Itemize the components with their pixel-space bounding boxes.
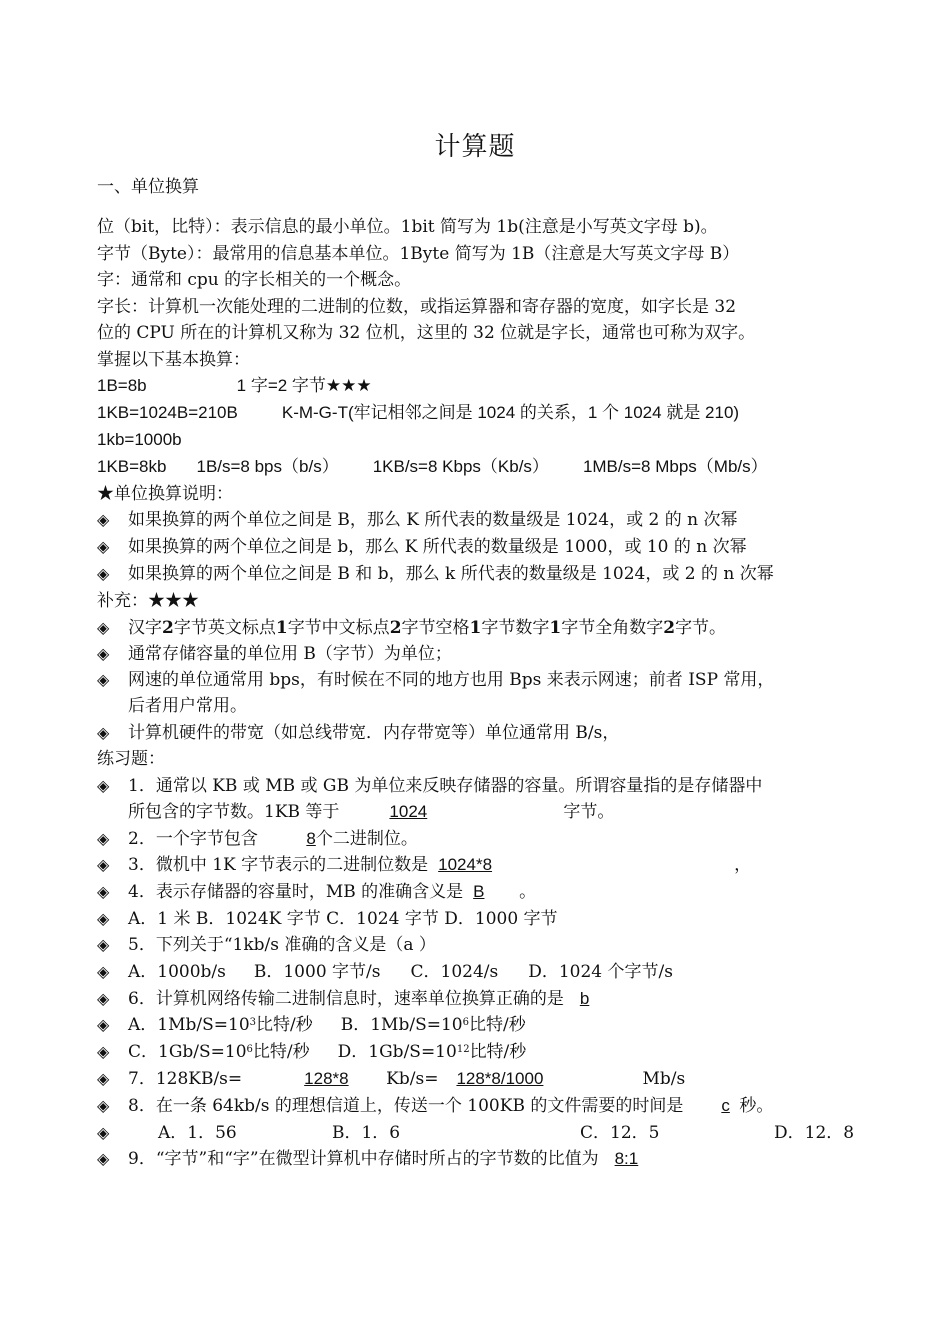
bullet-icon: ◈ — [97, 855, 110, 874]
def-word: 字：通常和 cpu 的字长相关的一个概念。 — [97, 270, 412, 290]
question-9: 9．“字节”和“字”在微型计算机中存储时所占的字节数的比值为 8:1 — [128, 1146, 667, 1172]
bullet-icon: ◈ — [97, 882, 110, 901]
bullet-icon: ◈ — [97, 618, 110, 637]
conv-1b: 1B=8b — [97, 376, 147, 395]
question-6-options-ab: A．$1Mb/S=10^3$比特/秒 B．$1Mb/S=10^6$比特/秒 — [128, 1015, 526, 1035]
question-6: 6．计算机网络传输二进制信息时，速率单位换算正确的是 b — [128, 986, 664, 1012]
def-bit: 位（bit，比特）：表示信息的最小单位。1bit 简写为 1b(注意是小写英文字母 b)。 — [97, 217, 718, 237]
bullet-icon: ◈ — [97, 510, 110, 529]
conv-row-2 — [97, 400, 739, 426]
question-5: 5．下列关于“1kb/s 准确的含义是（a ） — [128, 935, 436, 955]
bullet-icon: ◈ — [97, 564, 110, 583]
question-2: 2．一个字节包含 8个二进制位。 — [128, 826, 418, 852]
answer-1: 1024 — [389, 802, 428, 821]
bullet-icon: ◈ — [97, 1015, 110, 1034]
supp-item-3a: 网速的单位通常用 bps，有时候在不同的地方也用 Bps 来表示网速；前者 ISP 常用， — [128, 670, 775, 690]
bullet-icon: ◈ — [97, 989, 110, 1008]
conv-row-3: 1kb=1000b — [97, 430, 182, 449]
conv-row-1 — [97, 373, 372, 399]
conv-kmgt: K-M-G-T(牢记相邻之间是 1024 的关系，1 个 1024 就是 210) — [281, 403, 740, 422]
question-8: 8．在一条 64kb/s 的理想信道上，传送一个 100KB 的文件需要的时间是 c 秒。 — [128, 1093, 773, 1119]
question-4-options: A．1 米 B．1024K 字节 C．1024 字节 D．1000 字节 — [128, 909, 558, 929]
bullet-icon: ◈ — [97, 1123, 110, 1142]
supp-item-2: 通常存储容量的单位用 B（字节）为单位； — [128, 644, 452, 664]
conv-mbps: 1MB/s=8 Mbps（Mb/s） — [582, 457, 768, 476]
bullet-icon: ◈ — [97, 776, 110, 795]
bullet-icon: ◈ — [97, 935, 110, 954]
question-8-option-d: D．12．8 — [774, 1123, 855, 1143]
question-3: 3．微机中 1K 字节表示的二进制位数是 1024*8 ， — [128, 852, 751, 878]
question-1b: 所包含的字节数。1KB 等于 1024 字节。 — [128, 799, 614, 825]
conv-row-4 — [97, 454, 768, 480]
answer-7a: 128*8 — [304, 1069, 349, 1088]
conv-1kb: 1KB=1024B=210B — [97, 403, 238, 422]
answer-6: b — [579, 989, 590, 1008]
question-4: 4．表示存储器的容量时，MB 的准确含义是 B 。 — [128, 879, 536, 905]
conv-kbps: 1KB/s=8 Kbps（Kb/s） — [372, 457, 549, 476]
question-7: 7．128KB/s= 128*8 Kb/s= 128*8/1000 Mb/s — [128, 1066, 685, 1092]
supp-item-1: 汉字2字节英文标点1字节中文标点2字节空格1字节数字1字节全角数字2字节。 — [128, 618, 727, 638]
bullet-icon: ◈ — [97, 1042, 110, 1061]
conv-1word: 1 字=2 字节★★★ — [236, 376, 372, 395]
bullet-icon: ◈ — [97, 962, 110, 981]
bullet-icon: ◈ — [97, 670, 110, 689]
bullet-icon: ◈ — [97, 723, 110, 742]
bullet-icon: ◈ — [97, 644, 110, 663]
master-heading: 掌握以下基本换算： — [97, 350, 250, 370]
answer-7b: 128*8/1000 — [456, 1069, 544, 1088]
bullet-icon: ◈ — [97, 909, 110, 928]
question-8-option-c: C．12．5 — [580, 1123, 660, 1143]
question-5-options: A．1000b/s B．1000 字节/s C．1024/s D．1024 个字节/s — [128, 962, 673, 982]
answer-4: B — [473, 882, 485, 901]
practice-heading: 练习题： — [97, 749, 165, 769]
question-1a: 1．通常以 KB 或 MB 或 GB 为单位来反映存储器的容量。所谓容量指的是存储器中 — [128, 776, 763, 796]
bullet-icon: ◈ — [97, 537, 110, 556]
bullet-icon: ◈ — [97, 1149, 110, 1168]
answer-9: 8:1 — [614, 1149, 639, 1168]
answer-2: 8 — [306, 829, 316, 848]
question-8-option-a: A．1．56 — [158, 1123, 237, 1143]
conv-kb-kb: 1KB=8kb — [97, 457, 167, 476]
bullet-icon: ◈ — [97, 1069, 110, 1088]
supp-item-3b: 后者用户常用。 — [128, 696, 247, 716]
question-6-options-cd: C．$1Gb/S=10^6$比特/秒 D．$1Gb/S=10^{12}$比特/秒 — [128, 1042, 527, 1062]
explain-heading: ★单位换算说明： — [97, 484, 233, 504]
answer-8: c — [721, 1096, 730, 1115]
bullet-icon: ◈ — [97, 1096, 110, 1115]
conv-bps: 1B/s=8 bps（b/s） — [196, 457, 339, 476]
def-wordlen-2: 位的 CPU 所在的计算机又称为 32 位机，这里的 32 位就是字长，通常也可称为双字。 — [97, 323, 756, 343]
def-wordlen-1: 字长：计算机一次能处理的二进制的位数，或指运算器和寄存器的宽度，如字长是 32 — [97, 297, 737, 317]
supp-heading: 补充：★★★ — [97, 591, 199, 611]
explain-item-3: 如果换算的两个单位之间是 B 和 b，那么 k 所代表的数量级是 1024，或 2 的 n 次幂 — [128, 564, 774, 584]
explain-item-2: 如果换算的两个单位之间是 b，那么 K 所代表的数量级是 1000，或 10 的 n 次幂 — [128, 537, 747, 557]
answer-3: 1024*8 — [438, 855, 493, 874]
page-title: 计算题 — [434, 132, 516, 162]
bullet-icon: ◈ — [97, 829, 110, 848]
supp-item-4: 计算机硬件的带宽（如总线带宽．内存带宽等）单位通常用 B/s， — [128, 723, 620, 743]
section-heading: 一、单位换算 — [97, 177, 199, 197]
explain-item-1: 如果换算的两个单位之间是 B，那么 K 所代表的数量级是 1024，或 2 的 n 次幂 — [128, 510, 738, 530]
question-8-option-b: B．1．6 — [332, 1123, 401, 1143]
def-byte: 字节（Byte）：最常用的信息基本单位。1Byte 简写为 1B（注意是大写英文字母 B） — [97, 244, 740, 264]
